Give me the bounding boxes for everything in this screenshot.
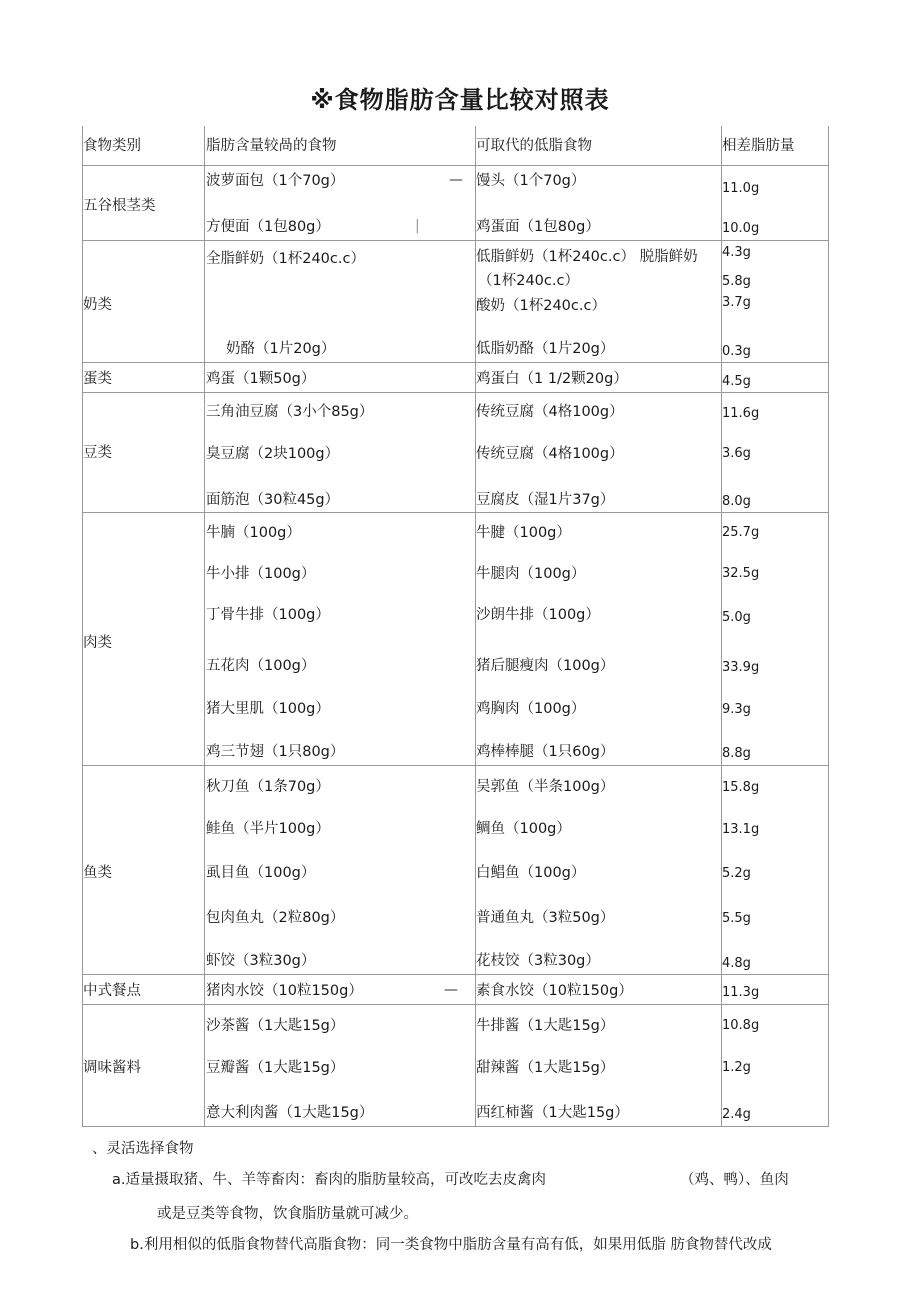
high-fat-food: 鸡蛋（1颗50g） (206, 371, 316, 387)
low-fat-food: 普通鱼丸（3粒50g） (476, 910, 615, 926)
paragraph-line: b.利用相似的低脂食物替代高脂食物：同一类食物中脂肪含量有高有低，如果用低脂 肪食物替代改成 (130, 1237, 772, 1253)
low-fat-food: 吴郭鱼（半条100g） (476, 779, 615, 795)
table-border-left (82, 126, 83, 1126)
low-fat-food: 鸡棒棒腿（1只60g） (476, 744, 615, 760)
fat-difference: 11.3g (722, 985, 760, 1000)
category-cell: 肉类 (83, 635, 112, 651)
high-fat-food: 奶酪（1片20g） (226, 341, 336, 357)
category-cell: 鱼类 (83, 865, 112, 881)
high-fat-food: 三角油豆腐（3小个85g） (206, 404, 374, 420)
fat-comparison-table (82, 126, 829, 1127)
high-fat-food: 波萝面包（1个70g） (206, 173, 345, 189)
fat-difference: 8.8g (722, 746, 751, 761)
fat-difference: 15.8g (722, 780, 760, 795)
low-fat-food: 牛排酱（1大匙15g） (476, 1018, 615, 1034)
category-cell: 奶类 (83, 297, 112, 313)
stray-dash-mark: — (449, 172, 463, 188)
fat-difference: 11.6g (722, 406, 760, 421)
row-divider (82, 240, 829, 241)
low-fat-food: 酸奶（1杯240c.c） (476, 298, 606, 314)
column-divider (475, 126, 476, 1126)
stray-dash-mark: — (444, 982, 458, 998)
low-fat-food: 传统豆腐（4格100g） (476, 404, 624, 420)
fat-difference: 11.0g (722, 181, 760, 196)
page-title: ※食物脂肪含量比较对照表 (310, 86, 610, 114)
high-fat-food: 猪肉水饺（10粒150g） (206, 983, 363, 999)
header-fat-difference: 相差脂肪量 (722, 138, 795, 154)
high-fat-food: 包肉鱼丸（2粒80g） (206, 910, 345, 926)
low-fat-food: 低脂奶酪（1片20g） (476, 341, 615, 357)
fat-difference: 5.2g (722, 866, 751, 881)
low-fat-food: 花枝饺（3粒30g） (476, 953, 600, 969)
high-fat-food: 面筋泡（30粒45g） (206, 492, 340, 508)
high-fat-food: 方便面（1包80g） (206, 219, 330, 235)
low-fat-food: 沙朗牛排（100g） (476, 607, 600, 623)
low-fat-food: 传统豆腐（4格100g） (476, 446, 624, 462)
fat-difference: 3.6g (722, 446, 751, 461)
header-high-fat: 脂肪含量较咼的食物 (206, 138, 337, 154)
low-fat-food: 牛腿肉（100g） (476, 566, 586, 582)
fat-difference: 5.8g (722, 274, 751, 289)
fat-difference: 1.2g (722, 1060, 751, 1075)
fat-difference: 2.4g (722, 1107, 751, 1122)
high-fat-food: 虾饺（3粒30g） (206, 953, 316, 969)
high-fat-food: 丁骨牛排（100g） (206, 607, 330, 623)
low-fat-food: 鸡蛋面（1包80g） (476, 219, 600, 235)
fat-difference: 8.0g (722, 494, 751, 509)
fat-difference: 5.0g (722, 610, 751, 625)
row-divider (82, 392, 829, 393)
stray-bar-mark: | (415, 218, 420, 234)
header-category: 食物类别 (83, 138, 141, 154)
fat-difference: 13.1g (722, 822, 760, 837)
low-fat-food: 鸡胸肉（100g） (476, 701, 586, 717)
header-low-fat: 可取代的低脂食物 (476, 138, 592, 154)
low-fat-food: 猪后腿瘦肉（100g） (476, 658, 615, 674)
row-divider (82, 512, 829, 513)
category-cell: 五谷根茎类 (83, 198, 156, 214)
low-fat-food: 西红柿酱（1大匙15g） (476, 1105, 629, 1121)
fat-difference: 25.7g (722, 525, 760, 540)
fat-difference: 10.8g (722, 1018, 760, 1033)
low-fat-food: 鸡蛋白（1 1/2颗20g） (476, 371, 628, 387)
fat-difference: 10.0g (722, 221, 760, 236)
column-divider (204, 126, 205, 1126)
paragraph-line: a.适量摄取猪、牛、羊等畜肉：畜肉的脂肪量较高，可改吃去皮禽肉 (112, 1172, 546, 1188)
low-fat-food: 豆腐皮（湿1片37g） (476, 492, 615, 508)
low-fat-food: 牛腱（100g） (476, 525, 571, 541)
category-cell: 中式餐点 (83, 983, 141, 999)
fat-difference: 4.5g (722, 374, 751, 389)
low-fat-food: 甜辣酱（1大匙15g） (476, 1060, 615, 1076)
high-fat-food: 豆瓣酱（1大匙15g） (206, 1060, 345, 1076)
low-fat-food: 馒头（1个70g） (476, 173, 586, 189)
row-divider (82, 1004, 829, 1005)
fat-difference: 33.9g (722, 660, 760, 675)
category-cell: 调味酱料 (83, 1060, 141, 1076)
low-fat-food: 白鲳鱼（100g） (476, 865, 586, 881)
fat-difference: 0.3g (722, 344, 751, 359)
fat-difference: 4.8g (722, 956, 751, 971)
low-fat-food: （1杯240c.c） (478, 273, 579, 289)
category-cell: 蛋类 (83, 371, 112, 387)
fat-difference: 9.3g (722, 702, 751, 717)
fat-difference: 5.5g (722, 911, 751, 926)
high-fat-food: 秋刀鱼（1条70g） (206, 779, 330, 795)
high-fat-food: 全脂鲜奶（1杯240c.c） (206, 251, 365, 267)
row-divider (82, 362, 829, 363)
high-fat-food: 牛腩（100g） (206, 525, 301, 541)
row-divider (82, 974, 829, 975)
row-divider (82, 165, 829, 166)
high-fat-food: 沙茶酱（1大匙15g） (206, 1018, 345, 1034)
low-fat-food: 鲷鱼（100g） (476, 821, 571, 837)
high-fat-food: 鸡三节翅（1只80g） (206, 744, 345, 760)
high-fat-food: 意大利肉酱（1大匙15g） (206, 1105, 374, 1121)
category-cell: 豆类 (83, 445, 112, 461)
high-fat-food: 牛小排（100g） (206, 566, 316, 582)
high-fat-food: 猪大里肌（100g） (206, 701, 330, 717)
row-divider (82, 765, 829, 766)
low-fat-food: 素食水饺（10粒150g） (476, 983, 633, 999)
high-fat-food: 虱目鱼（100g） (206, 865, 316, 881)
high-fat-food: 鲑鱼（半片100g） (206, 821, 330, 837)
paragraph-line: 或是豆类等食物，饮食脂肪量就可减少。 (157, 1206, 418, 1222)
fat-difference: 3.7g (722, 295, 751, 310)
fat-difference: 32.5g (722, 566, 760, 581)
high-fat-food: 五花肉（100g） (206, 658, 316, 674)
high-fat-food: 臭豆腐（2块100g） (206, 446, 340, 462)
section-heading: 、灵活选择食物 (92, 1141, 194, 1157)
low-fat-food: 低脂鲜奶（1杯240c.c） 脱脂鲜奶 (476, 249, 698, 265)
fat-difference: 4.3g (722, 245, 751, 260)
paragraph-line: （鸡、鸭）、鱼肉 (680, 1172, 789, 1188)
table-border-right (828, 126, 829, 1126)
